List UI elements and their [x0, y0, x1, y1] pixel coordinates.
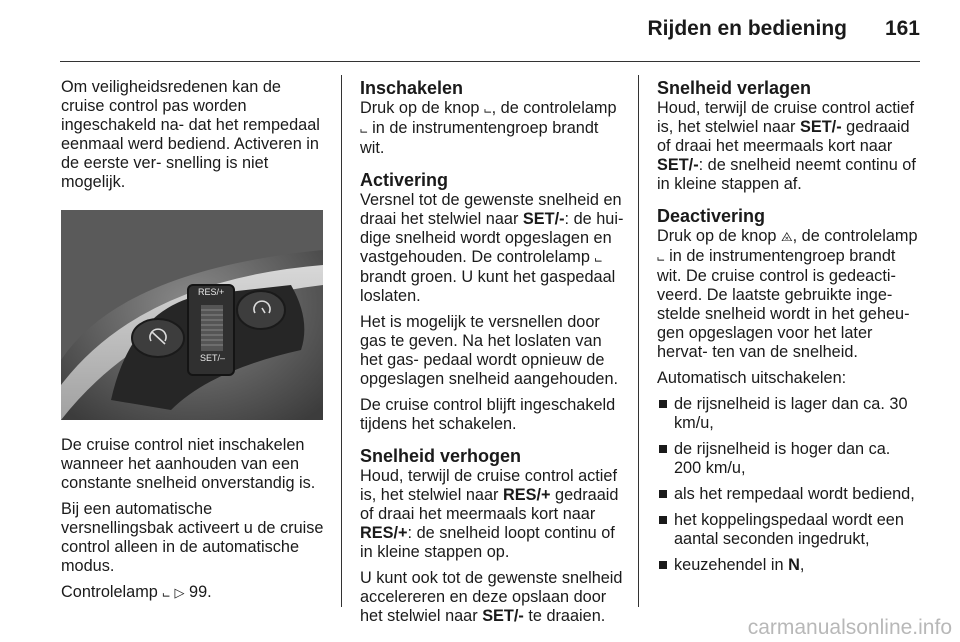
list-item: de rijsnelheid is hoger dan ca. 200 km/u, [657, 440, 921, 478]
page-ref-icon[interactable]: ▷ [174, 586, 185, 601]
bullet-icon [659, 516, 667, 524]
paragraph: Automatisch uitschakelen: [657, 369, 847, 387]
intro-paragraph: Om veiligheidsredenen kan de cruise control pas worden ingeschakeld na- dat het rempedaal eenmaal werd bediend. Activeren in de eerste ver- snelling is niet mogelijk. [61, 78, 320, 191]
watermark: carmanualsonline.info [747, 616, 952, 639]
paragraph: Druk op de knop ⨽, de controlelamp ⨽ in de instrumentengroep brandt wit. [360, 99, 617, 157]
paragraph: U kunt ook tot de gewenste snelheid accelereren en deze opslaan door het stelwiel naar SET/- te draaien. [360, 569, 623, 625]
paragraph: Versnel tot de gewenste snelheid en draai het stelwiel naar SET/-: de hui- dige snelheid wordt opgeslagen en vastgehouden. De controlelamp ⨽ brandt groen. U kunt het gaspedaal loslaten. [360, 191, 624, 305]
paragraph: Bij een automatische versnellingsbak activeert u de cruise control alleen in de automatische modus. [61, 500, 324, 575]
paragraph: Houd, terwijl de cruise control actief is, het stelwiel naar RES/+ gedraaid of draai het meermaals kort naar RES/+: de snelheid loopt continu of in kleine stappen op. [360, 467, 619, 561]
column-2 [360, 78, 624, 633]
section-heading-snelheid-verlagen: Snelheid verlagen [657, 78, 812, 98]
cruise-control-icon: ⨽ [657, 250, 665, 265]
bullet-icon [659, 490, 667, 498]
cruise-control-icon: ⨽ [162, 586, 170, 601]
column-1 [61, 78, 325, 610]
section-heading-deactivering: Deactivering [657, 206, 766, 226]
bullet-icon [659, 400, 667, 408]
cruise-control-icon: ⨽ [484, 102, 492, 117]
bullet-icon [659, 561, 667, 569]
column-3 [657, 78, 921, 582]
list-item: als het rempedaal wordt bediend, [657, 485, 921, 504]
column-divider [341, 75, 342, 607]
section-heading-snelheid-verhogen: Snelheid verhogen [360, 446, 522, 466]
paragraph: Druk op de knop ⨻, de controlelamp ⨽ in de instrumentengroep brandt wit. De cruise control is gedeacti- veerd. De laatste gebruikte inge- stelde snelheid wordt in het geheu- gen opgeslagen voor het later hervat- ten van de snelheid. [657, 227, 918, 361]
page-ref-link[interactable]: 99. [189, 583, 212, 601]
steering-wheel-controls-illustration [61, 210, 323, 420]
cruise-control-icon: ⨽ [594, 251, 603, 266]
cruise-control-icon: ⨽ [360, 122, 368, 137]
page-number: 161 [884, 17, 920, 40]
bullet-icon [659, 445, 667, 453]
set-label: SET/– [200, 353, 226, 363]
auto-disable-list [657, 395, 921, 575]
paragraph: Het is mogelijk te versnellen door gas te geven. Na het loslaten van het gas- pedaal wordt opnieuw de opgeslagen snelheid aangehouden. [360, 313, 619, 388]
paragraph: De cruise control niet inschakelen wanneer het aanhouden van een constante snelheid onverstandig is. [61, 436, 316, 492]
header-rule [60, 61, 920, 62]
section-heading-activering: Activering [360, 170, 449, 190]
cruise-off-icon: ⨻ [781, 230, 793, 245]
page-title: Rijden en bediening [647, 17, 847, 40]
list-item: keuzehendel in N, [657, 556, 921, 575]
list-item: de rijsnelheid is lager dan ca. 30 km/u, [657, 395, 921, 433]
res-label: RES/+ [198, 287, 225, 297]
list-item: het koppelingspedaal wordt een aantal seconden ingedrukt, [657, 511, 921, 549]
paragraph: Houd, terwijl de cruise control actief is, het stelwiel naar SET/- gedraaid of draai het meermaals kort naar SET/-: de snelheid neemt continu of in kleine stappen af. [657, 99, 916, 193]
steering-wheel-photo [61, 210, 323, 420]
section-heading-inschakelen: Inschakelen [360, 78, 464, 98]
paragraph: De cruise control blijft ingeschakeld tijdens het schakelen. [360, 396, 616, 433]
column-divider [638, 75, 639, 607]
paragraph: Controlelamp ⨽ ▷ 99. [61, 583, 212, 601]
